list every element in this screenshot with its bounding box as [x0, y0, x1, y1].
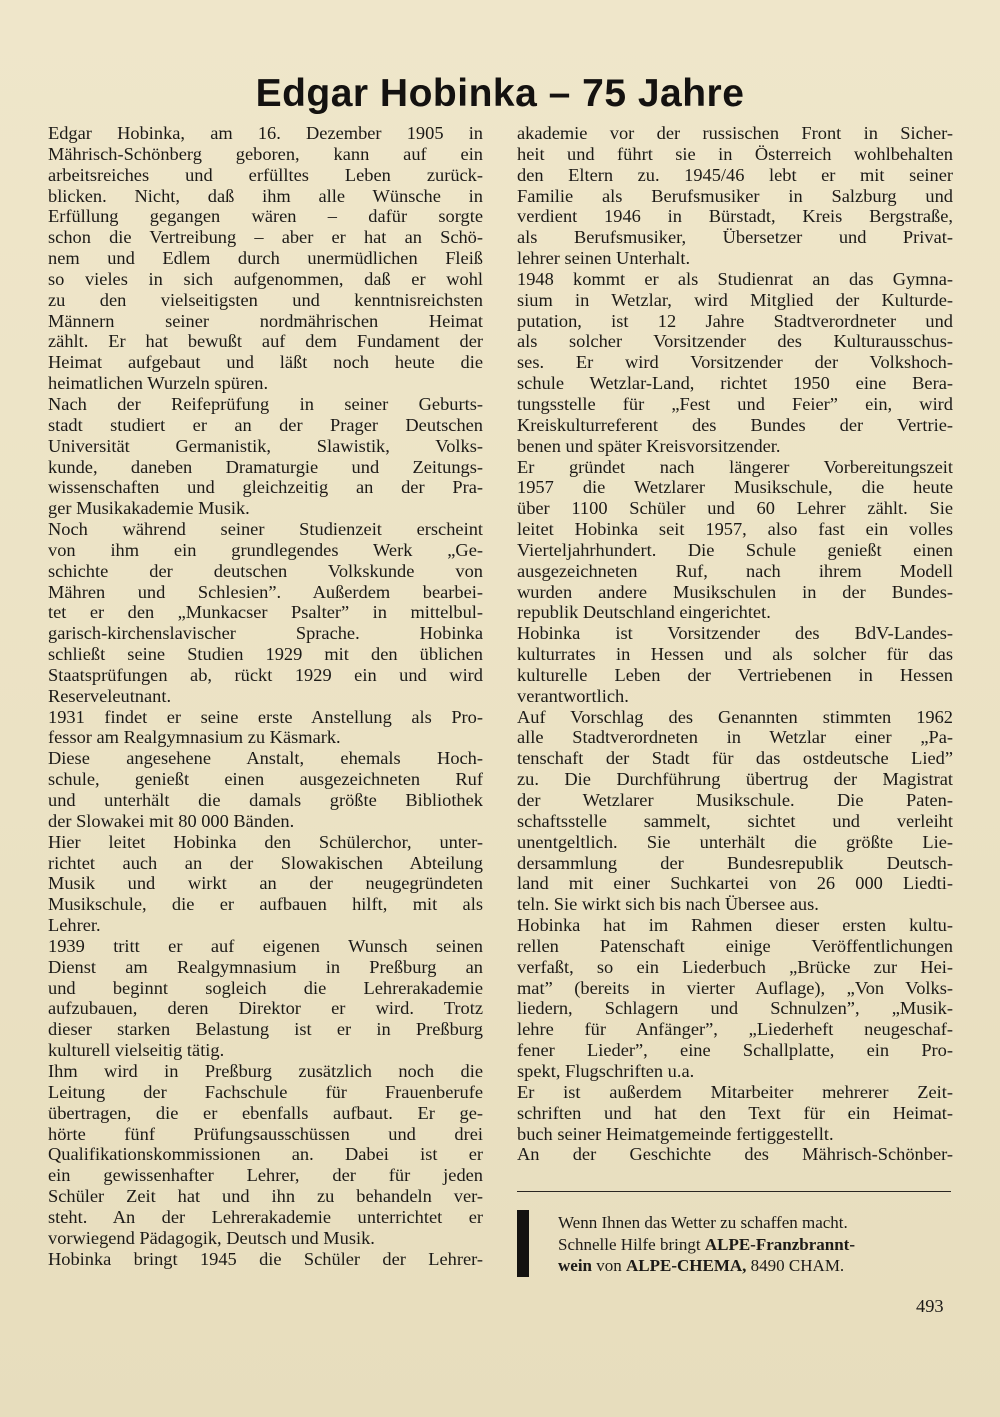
ad-brand-name: ALPE-Franzbrannt- — [704, 1234, 855, 1254]
text-line: wurden andere Musikschulen in der Bundes- — [517, 581, 953, 602]
ad-black-bar — [517, 1210, 529, 1277]
ad-text — [558, 1212, 958, 1277]
text-line: Musik und wirkt an der neugegründeten — [48, 873, 483, 894]
text-line: Schüler Zeit hat und ihn zu behandeln ver- — [48, 1186, 483, 1207]
text-line: schriften und hat den Text für ein Heimat- — [517, 1102, 953, 1123]
text-line: steht. An der Lehrerakademie unterrichtet er — [48, 1206, 483, 1227]
text-line: Hobinka ist Vorsitzender des BdV-Landes- — [517, 623, 953, 644]
text-line: den Eltern zu. 1945/46 lebt er mit seiner — [517, 164, 953, 185]
text-line: fener Lieder”, eine Schallplatte, ein Pro- — [517, 1040, 953, 1061]
text-line: An der Geschichte des Mährisch-Schönber- — [517, 1144, 953, 1165]
ad-line-2-prefix: Schnelle Hilfe bringt — [558, 1234, 705, 1254]
text-line: als solcher Vorsitzender des Kulturausschus- — [517, 331, 953, 352]
text-line: blicken. Nicht, daß ihm alle Wünsche in — [48, 185, 483, 206]
text-line: Hier leitet Hobinka den Schülerchor, unter- — [48, 831, 483, 852]
text-line: stadt studiert er an der Prager Deutschen — [48, 414, 483, 435]
text-line: dersammlung der Bundesrepublik Deutsch- — [517, 852, 953, 873]
text-line: Diese angesehene Anstalt, ehemals Hoch- — [48, 748, 483, 769]
text-line: liedern, Schlagern und Schnulzen”, „Musik- — [517, 998, 953, 1019]
text-line: aufzubauen, deren Direktor er wird. Trotz — [48, 998, 483, 1019]
text-line: Reserveleutnant. — [48, 685, 172, 706]
text-line: Er ist außerdem Mitarbeiter mehrerer Zeit- — [517, 1081, 953, 1102]
text-line: Familie als Berufsmusiker in Salzburg und — [517, 185, 953, 206]
text-line: verdient 1946 in Bürstadt, Kreis Bergstraße, — [517, 206, 953, 227]
text-line: heit und führt sie in Österreich wohlbehalten — [517, 143, 953, 164]
text-line: Qualifikationskommissionen an. Dabei ist er — [48, 1144, 483, 1165]
text-line: rellen Patenschaft einige Veröffentlichungen — [517, 935, 953, 956]
text-line: mat” (bereits in vierter Auflage), „Von Volks- — [517, 977, 953, 998]
text-line: der Slowakei mit 80 000 Bänden. — [48, 810, 295, 831]
text-line: schließt seine Studien 1929 mit den üblichen — [48, 644, 483, 665]
text-line: Edgar Hobinka, am 16. Dezember 1905 in — [48, 123, 483, 143]
text-line: Mährisch-Schönberg geboren, kann auf ein — [48, 143, 483, 164]
text-line: Erfüllung gegangen wären – dafür sorgte — [48, 206, 483, 227]
text-line: ausgezeichneten Ruf, nach ihrem Modell — [517, 560, 953, 581]
ad-company-address: 8490 CHAM. — [746, 1256, 845, 1275]
text-line: fessor am Realgymnasium zu Käsmark. — [48, 727, 341, 748]
text-line: wissenschaften und gleichzeitig an der Pra- — [48, 477, 483, 498]
text-line: leitet Hobinka seit 1957, also fast ein volles — [517, 519, 953, 540]
text-line: alle Stadtverordneten in Wetzlar einer „Pa- — [517, 727, 953, 748]
ad-separator-rule — [517, 1191, 951, 1192]
text-line: kulturrates in Hessen und als solcher für das — [517, 644, 953, 665]
text-line: 1931 findet er seine erste Anstellung als Pro- — [48, 706, 483, 727]
text-line: Auf Vorschlag des Genannten stimmten 1962 — [517, 706, 953, 727]
ad-line-3 — [558, 1256, 844, 1275]
text-line: zu den vielseitigsten und kenntnisreichsten — [48, 289, 483, 310]
text-line: buch seiner Heimatgemeinde fertiggestellt. — [517, 1123, 834, 1144]
text-line: so vieles in sich aufgenommen, daß er wohl — [48, 268, 483, 289]
ad-company-name: ALPE-CHEMA, — [626, 1256, 747, 1275]
text-line: garisch-kirchenslavischer Sprache. Hobinka — [48, 623, 483, 644]
ad-line-2 — [558, 1235, 855, 1254]
advertisement — [517, 1210, 957, 1278]
text-line: Er gründet nach längerer Vorbereitungszeit — [517, 456, 953, 477]
text-line: putation, ist 12 Jahre Stadtverordneter und — [517, 310, 953, 331]
text-line: richtet auch an der Slowakischen Abteilung — [48, 852, 483, 873]
text-line: lehrer seinen Unterhalt. — [517, 248, 691, 269]
text-line: sium in Wetzlar, wird Mitglied der Kulturde- — [517, 289, 953, 310]
text-line: land mit einer Suchkartei von 26 000 Liedti- — [517, 873, 953, 894]
text-line: Lehrer. — [48, 915, 101, 936]
ad-line-3-mid: von — [592, 1256, 626, 1275]
text-line: tet er den „Munkacser Psalter” in mittelbul- — [48, 602, 483, 623]
text-line: schule, genießt einen ausgezeichneten Ruf — [48, 769, 483, 790]
text-line: 1939 tritt er auf eigenen Wunsch seinen — [48, 935, 483, 956]
text-line: verfaßt, so ein Liederbuch „Brücke zur Hei- — [517, 956, 953, 977]
text-line: und beginnt sogleich die Lehrerakademie — [48, 977, 483, 998]
text-line: dieser starken Belastung ist er in Preßburg — [48, 1019, 483, 1040]
text-line: ger Musikakademie Musik. — [48, 498, 250, 519]
text-line: von ihm ein grundlegendes Werk „Ge- — [48, 539, 483, 560]
text-line: 1957 die Wetzlarer Musikschule, die heute — [517, 477, 953, 498]
right-column — [517, 123, 953, 1165]
text-line: Noch während seiner Studienzeit erscheint — [48, 519, 483, 540]
text-line: teln. Sie wirkt sich bis nach Übersee aus. — [517, 894, 819, 915]
text-line: verantwortlich. — [517, 685, 629, 706]
text-line: 1948 kommt er als Studienrat an das Gymna- — [517, 268, 953, 289]
text-line: zu. Die Durchführung übertrug der Magistrat — [517, 769, 953, 790]
text-line: Hobinka bringt 1945 die Schüler der Lehrer- — [48, 1248, 483, 1269]
text-line: vorwiegend Pädagogik, Deutsch und Musik. — [48, 1227, 375, 1248]
text-line: schon die Vertreibung – aber er hat an Schö- — [48, 227, 483, 248]
ad-brand-name-end: wein — [558, 1256, 592, 1275]
text-line: akademie vor der russischen Front in Sicher- — [517, 123, 953, 143]
text-line: Nach der Reifeprüfung in seiner Geburts- — [48, 393, 483, 414]
text-line: übertragen, die er ebenfalls aufbaut. Er ge- — [48, 1102, 483, 1123]
text-line: nem und Edlem durch unermüdlichen Fleiß — [48, 248, 483, 269]
text-line: Vierteljahrhundert. Die Schule genießt einen — [517, 539, 953, 560]
text-line: Universität Germanistik, Slawistik, Volks- — [48, 435, 483, 456]
text-line: Hobinka hat im Rahmen dieser ersten kultu- — [517, 915, 953, 936]
text-line: ses. Er wird Vorsitzender der Volkshoch- — [517, 352, 953, 373]
page-number: 493 — [916, 1296, 944, 1316]
text-line: Leitung der Fachschule für Frauenberufe — [48, 1081, 483, 1102]
text-line: tungsstelle für „Fest und Feier” ein, wird — [517, 393, 953, 414]
text-line: Dienst am Realgymnasium in Preßburg an — [48, 956, 483, 977]
text-line: als Berufsmusiker, Übersetzer und Privat- — [517, 227, 953, 248]
text-line: Heimat aufgebaut und läßt noch heute die — [48, 352, 483, 373]
text-line: republik Deutschland eingerichtet. — [517, 602, 771, 623]
text-line: zählt. Er hat bewußt auf dem Fundament der — [48, 331, 483, 352]
text-line: spekt, Flugschriften u.a. — [517, 1060, 695, 1081]
ad-line-1: Wenn Ihnen das Wetter zu schaffen macht. — [558, 1213, 848, 1232]
text-line: arbeitsreiches und erfülltes Leben zurück- — [48, 164, 483, 185]
text-line: hörte fünf Prüfungsausschüssen und drei — [48, 1123, 483, 1144]
text-line: tenschaft der Stadt für das ostdeutsche Lied” — [517, 748, 953, 769]
article-title: Edgar Hobinka – 75 Jahre — [255, 72, 745, 115]
text-line: benen und später Kreisvorsitzender. — [517, 435, 781, 456]
text-line: lehre für Anfänger”, „Liederheft neugeschaf- — [517, 1019, 953, 1040]
text-line: ein gewissenhafter Lehrer, der für jeden — [48, 1165, 483, 1186]
text-line: heimatlichen Wurzeln spüren. — [48, 373, 269, 394]
text-line: Staatsprüfungen ab, rückt 1929 ein und wird — [48, 664, 483, 685]
text-line: Musikschule, die er aufbauen hilft, mit als — [48, 894, 483, 915]
text-line: und unterhält die damals größte Bibliothek — [48, 790, 483, 810]
text-line: über 1100 Schüler und 60 Lehrer zählt. Sie — [517, 498, 953, 519]
text-line: Ihm wird in Preßburg zusätzlich noch die — [48, 1060, 483, 1081]
text-line: kulturelle Leben der Vertriebenen in Hessen — [517, 664, 953, 685]
text-line: Kreiskulturreferent des Bundes der Vertrie- — [517, 414, 953, 435]
text-line: der Wetzlarer Musikschule. Die Paten- — [517, 790, 953, 810]
text-line: unentgeltlich. Sie unterhält die größte Lie- — [517, 831, 953, 852]
text-line: kunde, daneben Dramaturgie und Zeitungs- — [48, 456, 483, 477]
text-line: Männern seiner nordmährischen Heimat — [48, 310, 483, 331]
text-line: Mähren und Schlesien”. Außerdem bearbei- — [48, 581, 483, 602]
text-line: schichte der deutschen Volkskunde von — [48, 560, 483, 581]
text-line: kulturell vielseitig tätig. — [48, 1040, 225, 1061]
left-column — [48, 123, 483, 1269]
text-line: schule Wetzlar-Land, richtet 1950 eine Bera- — [517, 373, 953, 394]
text-line: schaftsstelle sammelt, sichtet und verleiht — [517, 810, 953, 831]
